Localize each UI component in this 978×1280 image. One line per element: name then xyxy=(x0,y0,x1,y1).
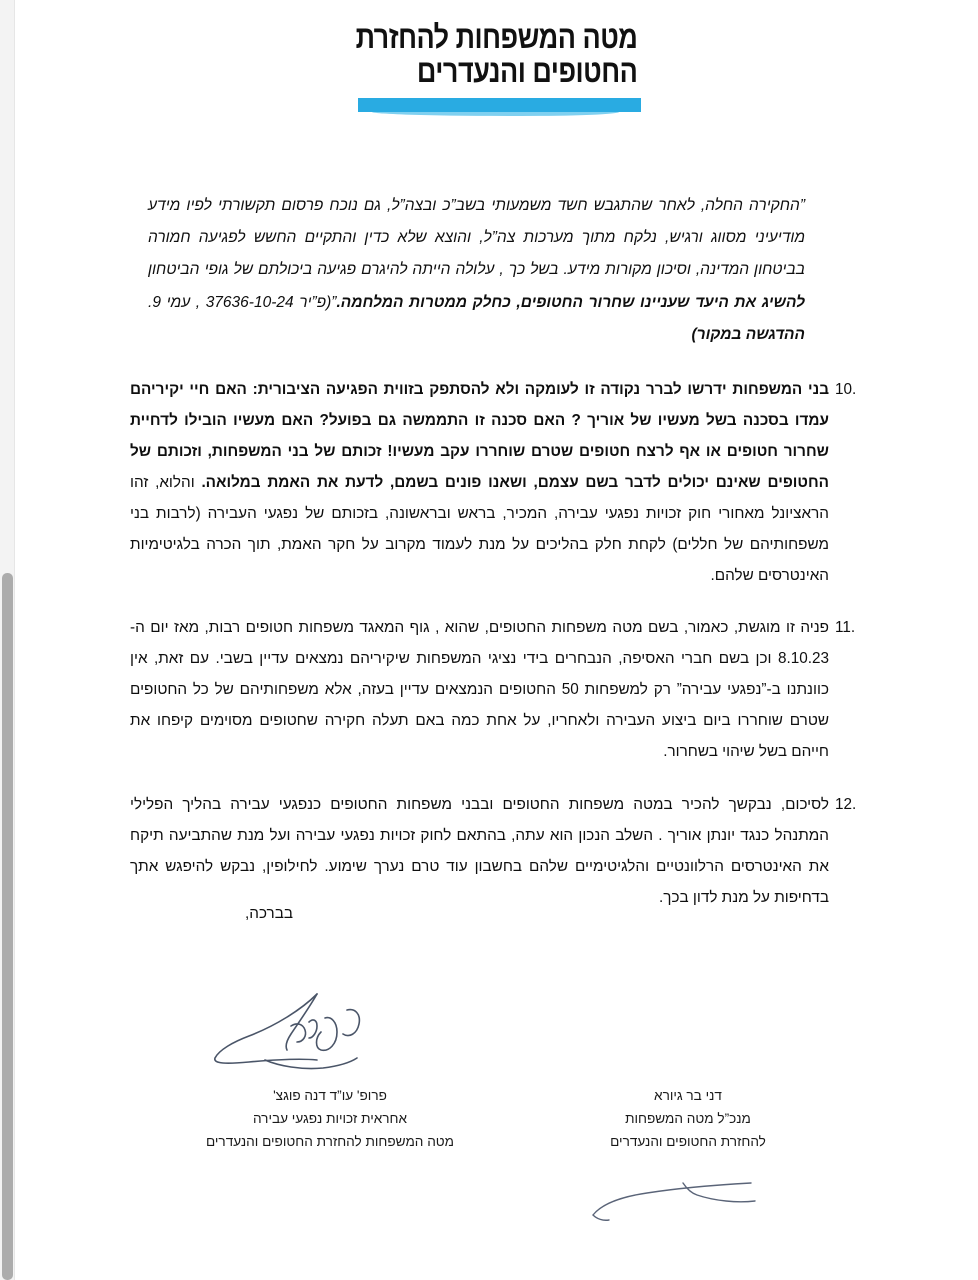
quote-close-mark: ” xyxy=(331,293,337,311)
vertical-scrollbar-track[interactable] xyxy=(0,0,15,1280)
logo-brushstroke-icon xyxy=(358,98,642,112)
signature-column-right xyxy=(508,975,868,1153)
clause-number: 10. xyxy=(835,381,857,399)
quote-citation: (פ”יר 37636-10-24 , עמי 9. xyxy=(148,293,332,311)
signer-role-left: אחראית זכויות נפגעי עבירה xyxy=(252,1110,408,1126)
closing-block xyxy=(130,905,863,923)
logo-line-2: החטופים והנעדרים xyxy=(416,53,638,89)
clause-regular-text: פניה זו מוגשת, כאמור, בשם מטה משפחות החטופים, שהוא , גוף המאגד משפחות חטופים רבות, מאז יום ה- 8.10.23 וכן בשם חברי האסיפה, הנבחרים בידי נציגי המשפחות שיקיריהם נמצאים עדיין בשבי. עם זאת, אין כוונתנו ב-”נפגעי עבירה” רק למשפחות 50 החטופים הנמצאים עדיין בעזה, אלא משפחותיהם של כל החטופים שטרם שוחררו ביום ביצוע העבירה ולאחריו, על אחת כמה באם תעלה חקירה שחטופים מסוימים קיפחו את חייהם בשל שיהוי בשחרור. xyxy=(130,619,829,760)
organization-logo xyxy=(15,19,978,89)
quoted-excerpt xyxy=(130,190,863,351)
clause-regular-text: לסיכום, נבקשך להכיר במטה משפחות החטופים ובבני משפחות החטופים כנפגעי עבירה בהליך הפלילי המתנהל כנגד יונתן אוריך . השלב הנכון הוא עתה, בהתאם לחוק זכויות נפגעי עבירה ועל מנת שהתביעה תיקח את האינטרסים הרלוונטיים והלגיטימיים שלהם בחשבון עוד טרם נערך שימוע. לחילופין, נבקש להיפגש אתך בדחיפות על מנת לדון בכך. xyxy=(130,795,829,906)
document-sheet xyxy=(15,0,978,1280)
clause-item xyxy=(130,375,863,591)
document-body xyxy=(130,190,863,935)
signer-name-left: פרופ' עו”ד דנה פוגצ' xyxy=(273,1088,387,1103)
clause-item xyxy=(130,790,863,914)
clause-number: 11. xyxy=(835,619,856,637)
signature-block xyxy=(15,975,978,1235)
signature-ink-area-right xyxy=(508,975,868,1085)
logo-line-1: מטה המשפחות להחזרת xyxy=(355,19,638,56)
signer-org-left: מטה המשפחות להחזרת החטופים והנעדרים xyxy=(205,1133,455,1149)
clause-regular-text: והלוא, זהו הראציונל מאחורי חוק זכויות נפגעי עבירה, המכיר, בראש ובראשונה, בזכותם של נפגעי העבירה (לרבות בני משפחותיהם של חללים) לקחת חלק בהליכים על מנת לעמוד מקרוב על חקר האמת, תוך הכרה בלגיטימיות האינטרסים שלהם. xyxy=(130,473,829,584)
signer-org-right: להחזרת החטופים והנעדרים xyxy=(610,1133,766,1149)
quote-text: ”החקירה החלה, לאחר שהתגבש חשד משמעותי בשב”כ ובצה”ל, גם נוכח פרסום תקשורתי לפיו מידע מודיעיני מסווג ורגיש, נלקח מתוך מערכות צה”ל, והוצא שלא כדין והתקיים החשש לפגיעה חמורה בביטחון המדינה, וסיכון מקורות מידע. בשל כך , עלולה הייתה להיגרם פגיעה ביכולתם של גופי הביטחון xyxy=(148,197,805,279)
vertical-scrollbar-thumb[interactable] xyxy=(2,573,13,1280)
signature-ink-area-left xyxy=(150,975,510,1085)
clause-bold-text: בני המשפחות ידרשו לברר נקודה זו לעומקה ולא להסתפק בזווית הפגיעה הציבורית: האם חיי יקיריהם עמדו בסכנה בשל מעשיו של אוריך ? האם סכנה זו התממשה גם בפועל? האם מעשיו הובילו לדחיית שחרור חטופים או אף לרצח חטופים שטרם שוחררו עקב מעשיו! זכותם של בני המשפחות, וזכותם של החטופים שאינם יכולים לדבר בשם עצמם, ושאנו פונים בשמם, לדעת את האמת במלואה. xyxy=(130,381,829,491)
clause-item xyxy=(130,613,863,767)
quote-citation-bold: ההדגשה במקור) xyxy=(691,325,805,343)
quote-bold-emphasis: להשיג את היעד שעניינו שחרור החטופים, כחלק ממטרות המלחמה. xyxy=(336,293,805,311)
signature-column-left xyxy=(150,975,510,1153)
clause-number: 12. xyxy=(835,795,857,813)
signer-role-right: מנכ”ל מטה המשפחות xyxy=(625,1110,751,1126)
signer-name-right: דני בר גיורא xyxy=(654,1088,722,1103)
closing-greeting: בברכה, xyxy=(245,905,293,922)
numbered-clause-list xyxy=(130,375,863,913)
handwritten-signature-2 xyxy=(575,1175,785,1240)
